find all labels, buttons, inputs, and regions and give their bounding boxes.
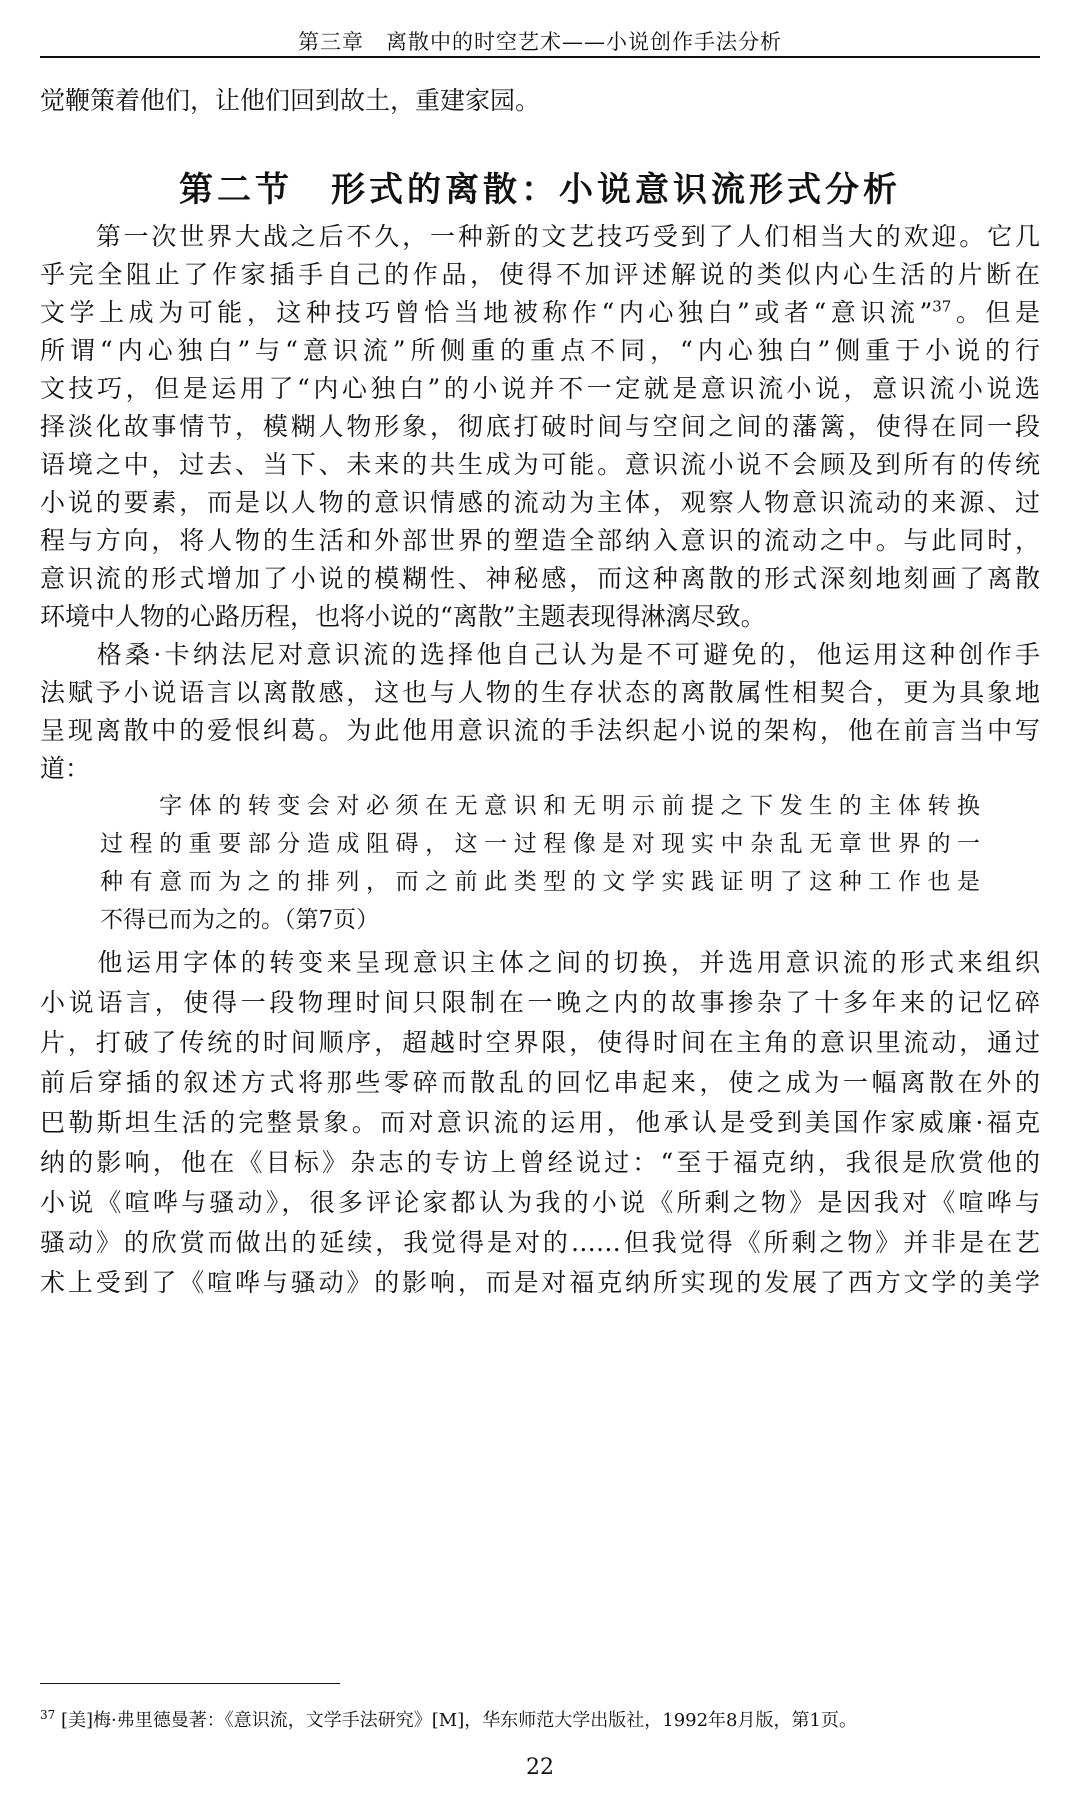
paragraph-line: 意识流的形式增加了小说的模糊性、神秘感，而这种离散的形式深刻地刻画了离散 [40,564,1040,593]
footnote-number: 37 [40,1708,56,1722]
paragraph-line: 小说的要素，而是以人物的意识情感的流动为主体，观察人物意识流动的来源、过 [40,488,1040,517]
paragraph-line-with-footnote-ref [40,294,1040,332]
carryover-line: 觉鞭策着他们，让他们回到故土，重建家园。 [40,86,541,115]
paragraph-line: 语境之中，过去、当下、未来的共生成为可能。意识流小说不会顾及到所有的传统 [40,450,1040,479]
footnote-rule [40,1683,340,1684]
footnote-text: [美]梅·弗里德曼著：《意识流，文学手法研究》[M]，华东师范大学出版社，1992年8月版，第1页。 [55,1710,857,1731]
footnote [40,1706,1040,1732]
paragraph-line: 呈现离散中的爱恨纠葛。为此他用意识流的手法织起小说的架构，他在前言当中写 [40,716,1040,745]
footnote-ref[interactable]: 37 [932,297,952,316]
paragraph-line: 术上受到了《喧哗与骚动》的影响，而是对福克纳所实现的发展了西方文学的美学 [40,1268,1040,1297]
paragraph-line: 小说语言，使得一段物理时间只限制在一晚之内的故事掺杂了十多年来的记忆碎 [40,988,1040,1017]
paragraph-line: 片，打破了传统的时间顺序，超越时空界限，使得时间在主角的意识里流动，通过 [40,1028,1040,1057]
paragraph-line: 环境中人物的心路历程，也将小说的“离散”主题表现得淋漓尽致。 [40,602,766,631]
header-rule [40,56,1040,58]
paragraph-line: 道： [40,754,91,783]
paragraph-line: 法赋予小说语言以离散感，这也与人物的生存状态的离散属性相契合，更为具象地 [40,678,1040,707]
quote-line: 过程的重要部分造成阻碍，这一过程像是对现实中杂乱无章世界的一 [100,831,980,857]
running-header: 第三章 离散中的时空艺术——小说创作手法分析 [298,30,782,54]
page-number: 22 [526,1755,554,1780]
quote-line: 不得已而为之的。（第7页） [100,907,380,933]
paragraph-line: 前后穿插的叙述方式将那些零碎而散乱的回忆串起来，使之成为一幅离散在外的 [40,1068,1040,1097]
paragraph-line: 巴勒斯坦生活的完整景象。而对意识流的运用，他承认是受到美国作家威廉·福克 [40,1108,1040,1137]
section-title: 第二节 形式的离散：小说意识流形式分析 [179,170,901,210]
paragraph-line: 择淡化故事情节，模糊人物形象，彻底打破时间与空间之间的藩篱，使得在同一段 [40,412,1040,441]
quote-line: 种有意而为之的排列，而之前此类型的文学实践证明了这种工作也是 [100,869,980,895]
paragraph-line: 程与方向，将人物的生活和外部世界的塑造全部纳入意识的流动之中。与此同时， [40,526,1040,555]
paragraph-line: 格桑·卡纳法尼对意识流的选择他自己认为是不可避免的，他运用这种创作手 [40,640,1040,669]
paragraph-line: 小说《喧哗与骚动》，很多评论家都认为我的小说《所剩之物》是因我对《喧哗与 [40,1188,1040,1217]
paragraph-line-tail: 。但是 [951,298,1040,327]
paragraph-line: 乎完全阻止了作家插手自己的作品，使得不加评述解说的类似内心生活的片断在 [40,260,1040,289]
paragraph-line: 他运用字体的转变来呈现意识主体之间的切换，并选用意识流的形式来组织 [40,948,1040,977]
paragraph-line-text: 文学上成为可能，这种技巧曾恰当地被称作“内心独白”或者“意识流” [40,298,933,327]
paragraph-line: 纳的影响，他在《目标》杂志的专访上曾经说过：“至于福克纳，我很是欣赏他的 [40,1148,1040,1177]
quote-line: 字体的转变会对必须在无意识和无明示前提之下发生的主体转换 [100,793,980,819]
paragraph-line: 文技巧，但是运用了“内心独白”的小说并不一定就是意识流小说，意识流小说选 [40,374,1040,403]
paragraph-line: 第一次世界大战之后不久，一种新的文艺技巧受到了人们相当大的欢迎。它几 [40,222,1040,251]
paragraph-line: 骚动》的欣赏而做出的延续，我觉得是对的……但我觉得《所剩之物》并非是在艺 [40,1228,1040,1257]
paragraph-line: 所谓“内心独白”与“意识流”所侧重的重点不同，“内心独白”侧重于小说的行 [40,336,1040,365]
